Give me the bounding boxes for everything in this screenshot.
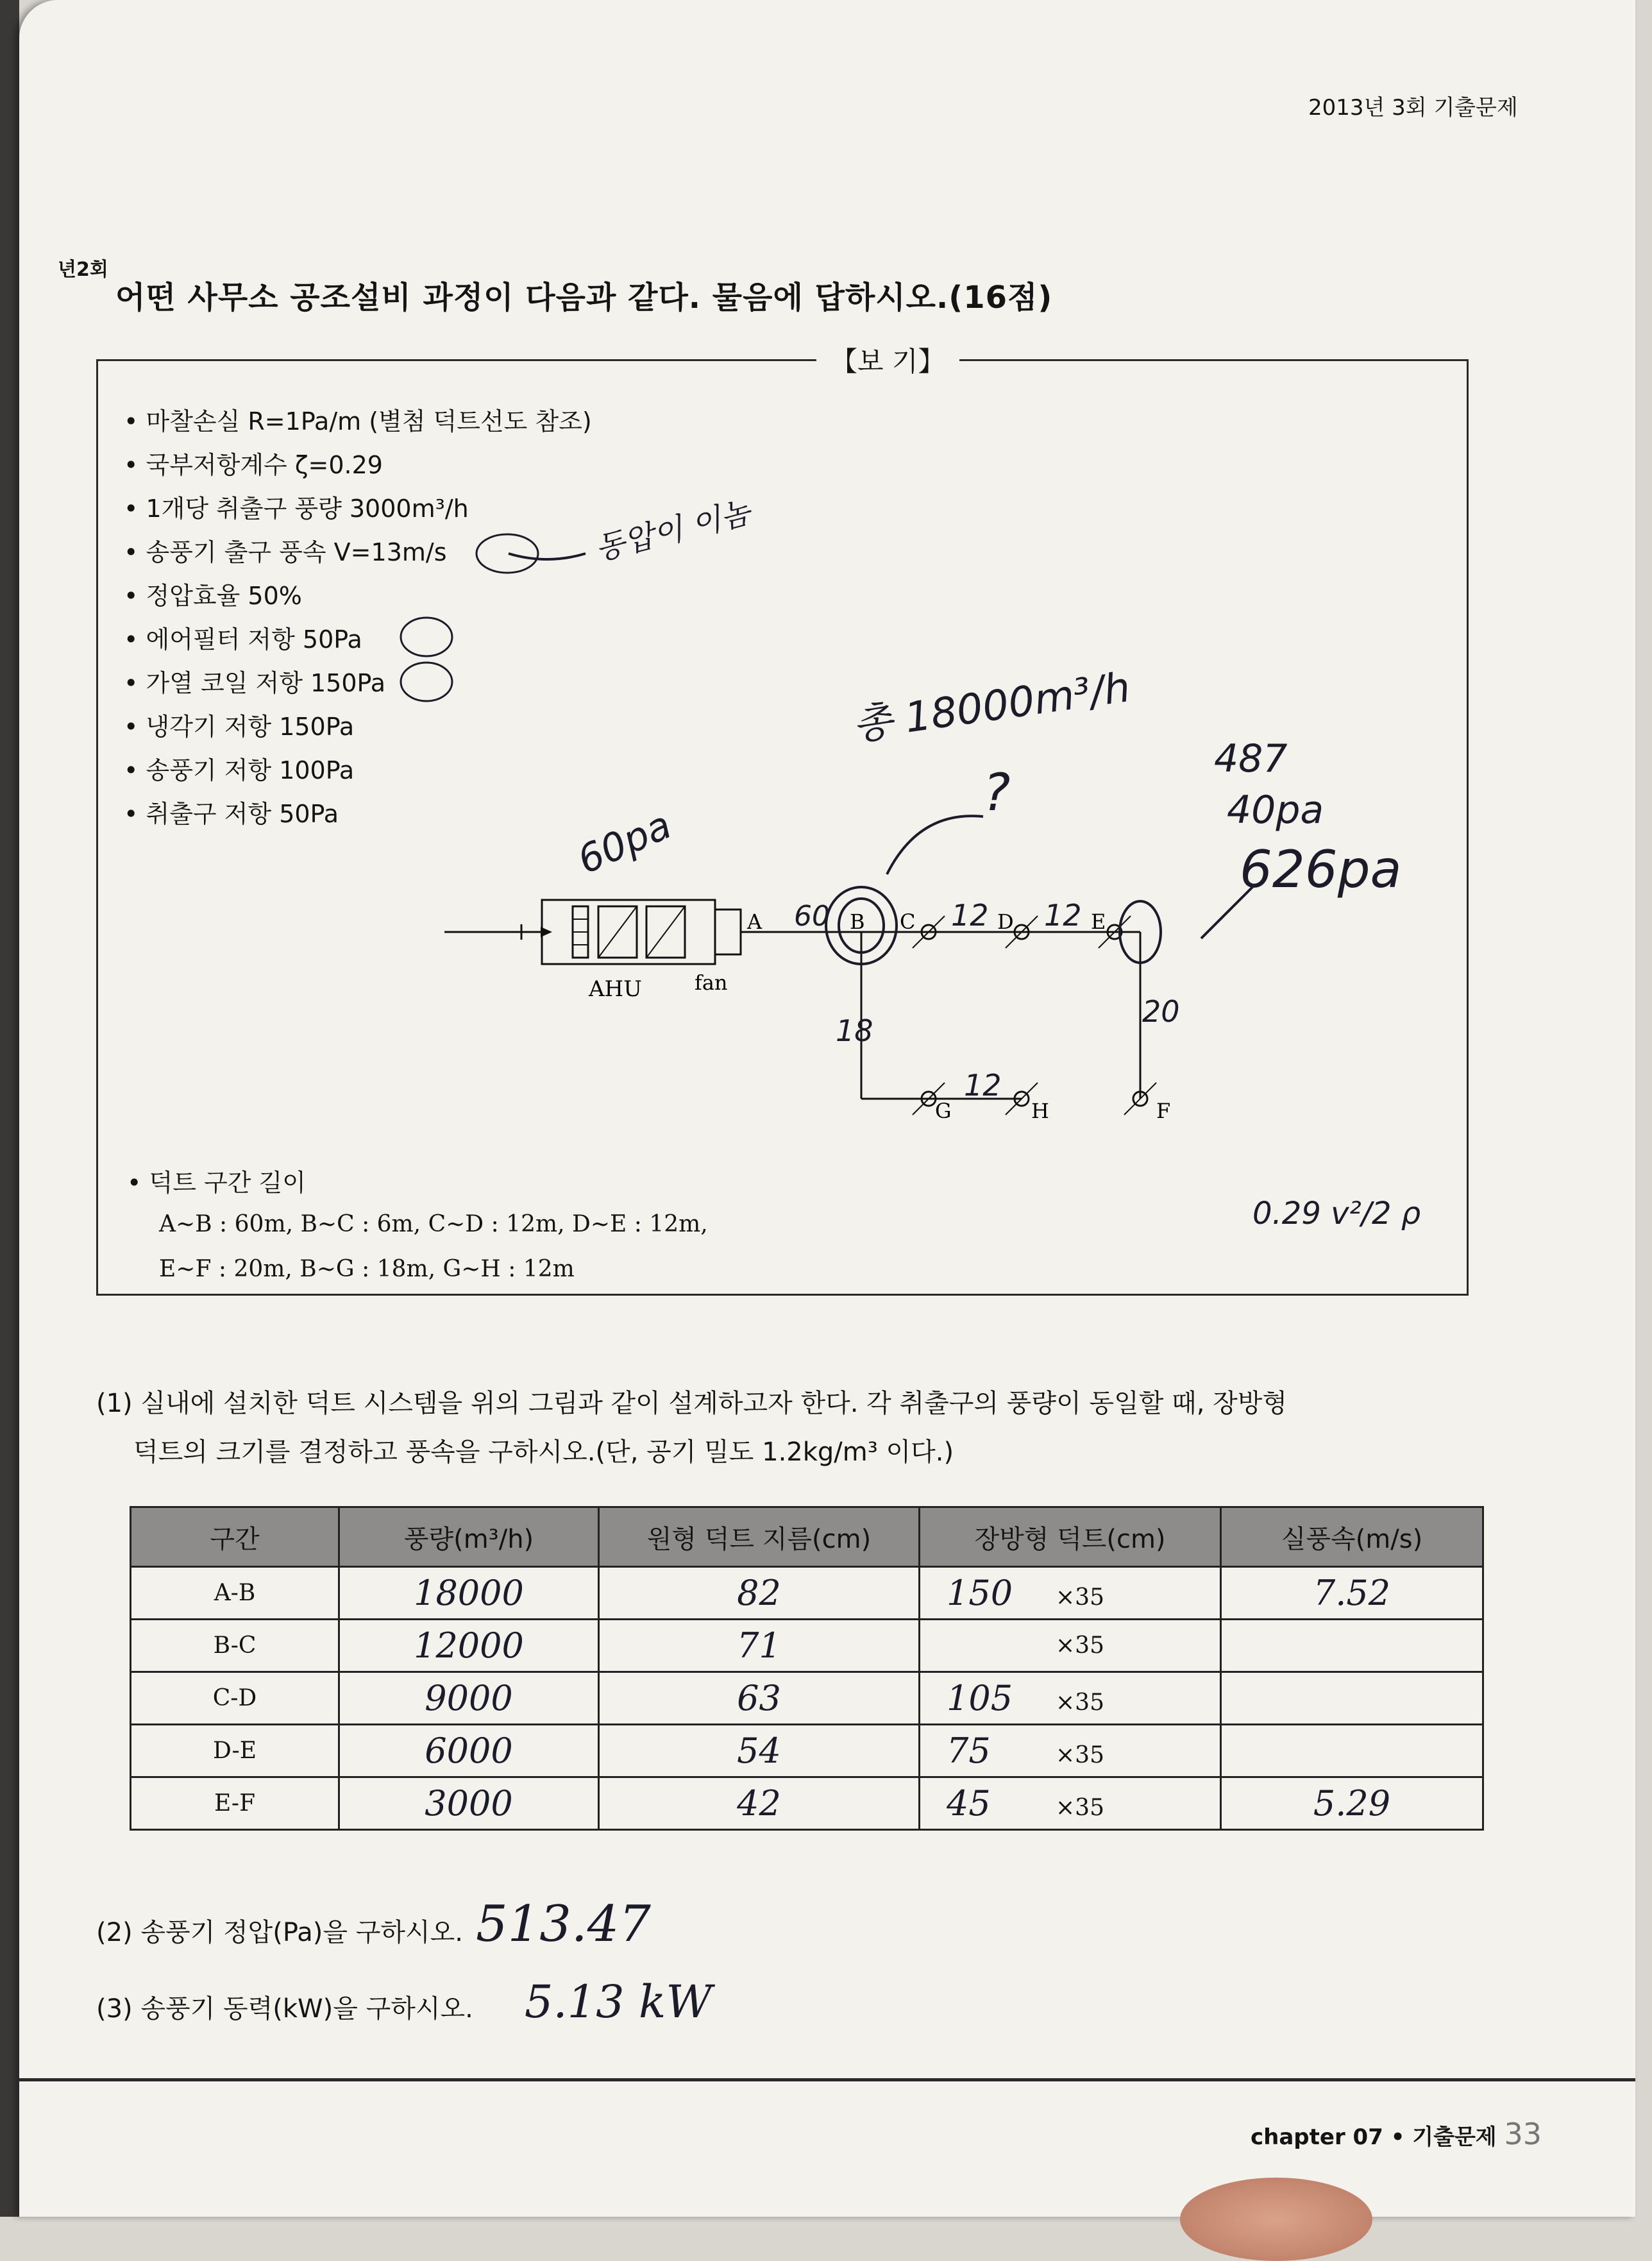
thumb-in-frame bbox=[1180, 2178, 1372, 2261]
rect-height: ×35 bbox=[1056, 1632, 1104, 1659]
rect-width: 105 bbox=[947, 1678, 1013, 1718]
rect-height: ×35 bbox=[1056, 1584, 1104, 1611]
condition-item: • 정압효율 50% bbox=[124, 582, 302, 610]
session-tag: 년2회 bbox=[58, 258, 108, 281]
hand-arrow bbox=[887, 816, 983, 874]
box-title: 【보 기】 bbox=[816, 341, 959, 379]
rect-height: ×35 bbox=[1056, 1795, 1104, 1821]
cell-vel: 7.52 bbox=[1221, 1567, 1483, 1620]
cell-rect bbox=[920, 1725, 1221, 1777]
cell-dia: 54 bbox=[599, 1725, 920, 1777]
ahu-label: AHU bbox=[589, 976, 642, 1002]
cell-section: D-E bbox=[131, 1725, 339, 1777]
cell-vel bbox=[1221, 1672, 1483, 1725]
binding-shadow bbox=[0, 0, 19, 2217]
hand-formula: 0.29 v²/2 ρ bbox=[1252, 1196, 1421, 1232]
duct-table bbox=[130, 1506, 1484, 1831]
duct-length-line: E~F : 20m, B~G : 18m, G~H : 12m bbox=[159, 1256, 575, 1282]
question-1-line: (1) 실내에 설치한 덕트 시스템을 위의 그림과 같이 설계하고자 한다. 각 취출구의 풍량이 동일할 때, 장방형 bbox=[96, 1389, 1288, 1418]
cell-flow: 12000 bbox=[339, 1620, 599, 1672]
question-title: 어떤 사무소 공조설비 과정이 다음과 같다. 물음에 답하시오.(16점) bbox=[115, 280, 1053, 316]
table-header-row bbox=[131, 1507, 1483, 1567]
hand-answer-q2: 513.47 bbox=[475, 1895, 651, 1953]
hand-note-626pa: 626pa bbox=[1240, 840, 1402, 899]
rect-height: ×35 bbox=[1056, 1742, 1104, 1768]
condition-item: • 냉각기 저항 150Pa bbox=[124, 713, 355, 741]
question-3 bbox=[96, 1976, 712, 2028]
question-2-text: (2) 송풍기 정압(Pa)을 구하시오. bbox=[96, 1918, 463, 1947]
conditions-box bbox=[96, 346, 1469, 1296]
footer bbox=[1251, 2117, 1542, 2151]
cell-rect bbox=[920, 1777, 1221, 1830]
cell-dia: 63 bbox=[599, 1672, 920, 1725]
coil-diagonal bbox=[598, 906, 637, 958]
bottom-rule bbox=[19, 2078, 1635, 2081]
cell-rect bbox=[920, 1620, 1221, 1672]
hand-circle bbox=[401, 663, 452, 701]
cell-flow: 18000 bbox=[339, 1567, 599, 1620]
col-header: 원형 덕트 지름(cm) bbox=[599, 1507, 920, 1567]
hand-seg-ef: 20 bbox=[1142, 994, 1180, 1029]
hand-seg-de: 12 bbox=[1044, 898, 1082, 933]
hand-answer-q3: 5.13 kW bbox=[524, 1976, 712, 2028]
condition-item: • 가열 코일 저항 150Pa bbox=[124, 669, 386, 697]
page-number: 33 bbox=[1504, 2117, 1542, 2151]
hand-question-mark: ? bbox=[983, 763, 1011, 822]
table-row bbox=[131, 1620, 1483, 1672]
hand-circle bbox=[476, 534, 538, 573]
point-g: G bbox=[935, 1099, 952, 1123]
fan-box bbox=[715, 910, 741, 954]
hand-underline bbox=[509, 554, 586, 559]
condition-item: • 송풍기 출구 풍속 V=13m/s bbox=[124, 538, 447, 566]
cell-vel bbox=[1221, 1725, 1483, 1777]
col-header: 구간 bbox=[131, 1507, 339, 1567]
hand-note-487: 487 bbox=[1214, 736, 1288, 781]
point-e: E bbox=[1091, 910, 1106, 934]
col-header: 실풍속(m/s) bbox=[1221, 1507, 1483, 1567]
cell-dia: 42 bbox=[599, 1777, 920, 1830]
footer-chapter: chapter 07 • 기출문제 bbox=[1251, 2124, 1497, 2150]
rect-width: 45 bbox=[947, 1783, 991, 1824]
table-row bbox=[131, 1672, 1483, 1725]
duct-length-title: • 덕트 구간 길이 bbox=[127, 1169, 306, 1197]
table-row bbox=[131, 1567, 1483, 1620]
point-d: D bbox=[997, 910, 1014, 934]
table-row bbox=[131, 1725, 1483, 1777]
cell-dia: 71 bbox=[599, 1620, 920, 1672]
book-page bbox=[19, 0, 1635, 2217]
ahu-box bbox=[542, 900, 715, 964]
hand-circle bbox=[401, 618, 452, 656]
condition-item: • 1개당 취출구 풍량 3000m³/h bbox=[124, 495, 469, 523]
rect-width: 75 bbox=[947, 1731, 991, 1771]
point-f: F bbox=[1156, 1099, 1171, 1123]
hand-note-60pa: 60pa bbox=[571, 802, 678, 883]
hand-arrow bbox=[1201, 887, 1252, 938]
hand-seg-bg: 18 bbox=[836, 1013, 873, 1048]
col-header: 장방형 덕트(cm) bbox=[920, 1507, 1221, 1567]
cell-vel: 5.29 bbox=[1221, 1777, 1483, 1830]
cell-rect bbox=[920, 1567, 1221, 1620]
table-row bbox=[131, 1777, 1483, 1830]
duct-length-line: A~B : 60m, B~C : 6m, C~D : 12m, D~E : 12m, bbox=[159, 1211, 708, 1237]
cell-rect bbox=[920, 1672, 1221, 1725]
cell-section: A-B bbox=[131, 1567, 339, 1620]
hand-note-total: 총 18000m³/h bbox=[849, 663, 1133, 750]
point-c: C bbox=[900, 910, 916, 934]
col-header: 풍량(m³/h) bbox=[339, 1507, 599, 1567]
cell-section: E-F bbox=[131, 1777, 339, 1830]
point-a: A bbox=[747, 910, 763, 934]
cell-flow: 9000 bbox=[339, 1672, 599, 1725]
hand-note-40pa: 40pa bbox=[1227, 788, 1324, 833]
cell-vel bbox=[1221, 1620, 1483, 1672]
question-3-text: (3) 송풍기 동력(kW)을 구하시오. bbox=[96, 1994, 473, 2024]
hand-seg-cd: 12 bbox=[951, 898, 989, 933]
rect-width: 150 bbox=[947, 1573, 1013, 1613]
hand-seg-gh: 12 bbox=[964, 1068, 1002, 1103]
rect-height: ×35 bbox=[1056, 1689, 1104, 1716]
cell-dia: 82 bbox=[599, 1567, 920, 1620]
condition-item: • 취출구 저항 50Pa bbox=[124, 800, 339, 828]
cell-flow: 6000 bbox=[339, 1725, 599, 1777]
coil-diagonal bbox=[646, 906, 685, 958]
fan-label: fan bbox=[695, 970, 728, 995]
condition-item: • 국부저항계수 ζ=0.29 bbox=[124, 451, 383, 479]
cell-section: C-D bbox=[131, 1672, 339, 1725]
point-h: H bbox=[1031, 1099, 1049, 1123]
hand-seg-ab: 60 bbox=[794, 900, 830, 933]
hand-note-dong: 동압이 이놈 bbox=[591, 494, 754, 568]
condition-item: • 마찰손실 R=1Pa/m (별첨 덕트선도 참조) bbox=[124, 407, 592, 436]
cell-section: B-C bbox=[131, 1620, 339, 1672]
cell-flow: 3000 bbox=[339, 1777, 599, 1830]
question-1 bbox=[96, 1379, 1481, 1477]
question-1-line: 덕트의 크기를 결정하고 풍속을 구하시오.(단, 공기 밀도 1.2kg/m³ 이다.) bbox=[133, 1437, 954, 1467]
question-2 bbox=[96, 1895, 651, 1953]
condition-item: • 에어필터 저항 50Pa bbox=[124, 625, 362, 654]
condition-item: • 송풍기 저항 100Pa bbox=[124, 756, 355, 784]
running-header: 2013년 3회 기출문제 bbox=[1308, 95, 1518, 121]
duct-diagram bbox=[98, 361, 1471, 1298]
point-b: B bbox=[850, 910, 865, 934]
